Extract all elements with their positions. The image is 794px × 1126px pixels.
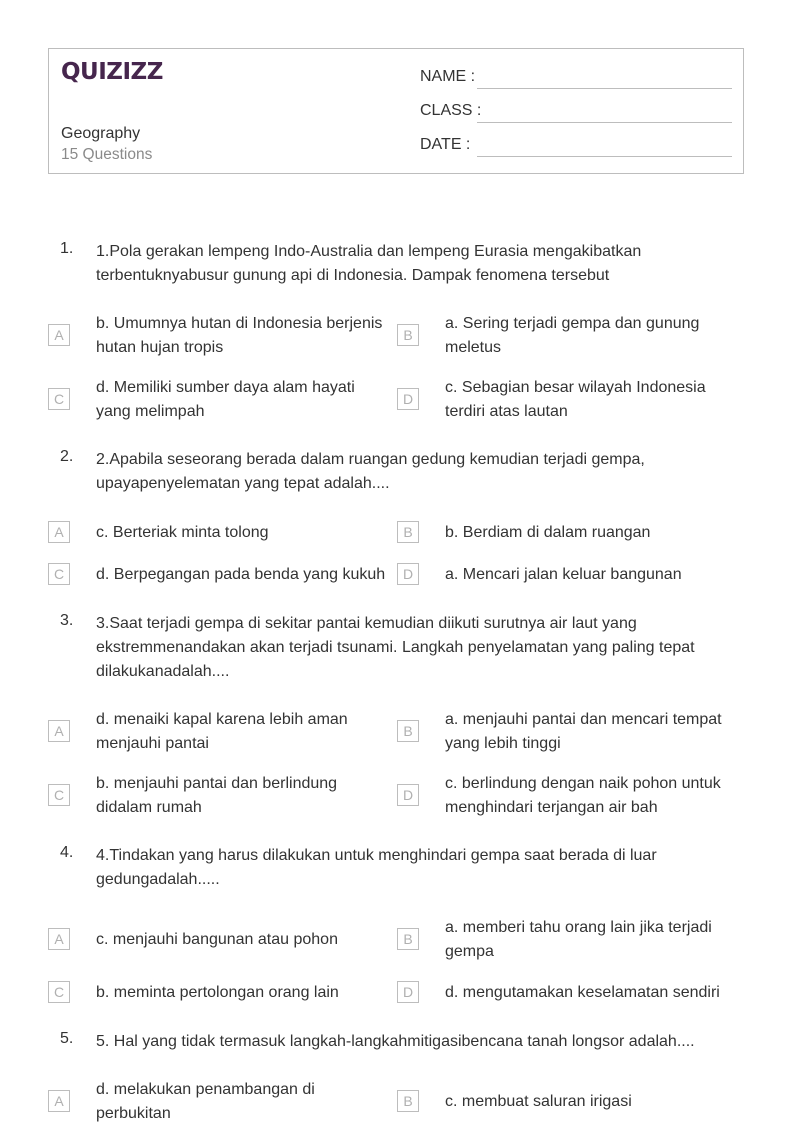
question-number: 1. bbox=[60, 240, 74, 257]
option-text[interactable]: c. menjauhi bangunan atau pohon bbox=[96, 931, 338, 948]
option-text[interactable]: b. Berdiam di dalam ruangan bbox=[445, 524, 651, 541]
option-text[interactable]: c. Sebagian besar wilayah Indonesia terdiri atas lautan bbox=[445, 379, 706, 420]
question-number: 3. bbox=[60, 612, 74, 629]
option-letter-d[interactable]: D bbox=[397, 563, 419, 585]
option-letter-b[interactable]: B bbox=[397, 720, 419, 742]
option-letter-b[interactable]: B bbox=[397, 324, 419, 346]
option-letter-b[interactable]: B bbox=[397, 521, 419, 543]
option-letter-a[interactable]: A bbox=[48, 720, 70, 742]
question-number: 5. bbox=[60, 1030, 74, 1047]
option-text[interactable]: d. melakukan penambangan di perbukitan bbox=[96, 1081, 315, 1122]
option-text[interactable]: d. Berpegangan pada benda yang kukuh bbox=[96, 566, 386, 583]
option-letter-a[interactable]: A bbox=[48, 928, 70, 950]
option-text[interactable]: a. Sering terjadi gempa dan gunung meletus bbox=[445, 315, 700, 356]
question-text: 4.Tindakan yang harus dilakukan untuk menghindari gempa saat berada di luar gedungadalah..... bbox=[96, 847, 657, 888]
option-text[interactable]: b. Umumnya hutan di Indonesia berjenis hutan hujan tropis bbox=[96, 315, 383, 356]
option-letter-b[interactable]: B bbox=[397, 928, 419, 950]
option-letter-a[interactable]: A bbox=[48, 521, 70, 543]
option-text[interactable]: d. menaiki kapal karena lebih aman menjauhi pantai bbox=[96, 711, 348, 752]
worksheet-header bbox=[48, 48, 744, 174]
option-letter-b[interactable]: B bbox=[397, 1090, 419, 1112]
name-field[interactable] bbox=[420, 68, 475, 86]
option-text[interactable]: d. Memiliki sumber daya alam hayati yang melimpah bbox=[96, 379, 355, 420]
option-letter-a[interactable]: A bbox=[48, 1090, 70, 1112]
option-letter-c[interactable]: C bbox=[48, 388, 70, 410]
option-text[interactable]: a. Mencari jalan keluar bangunan bbox=[445, 566, 682, 583]
option-text[interactable]: c. Berteriak minta tolong bbox=[96, 524, 269, 541]
question-text: 3.Saat terjadi gempa di sekitar pantai kemudian diikuti surutnya air laut yang ekstremmenandakan akan terjadi tsunami. Langkah penyelamatan yang paling tepat dilakukanadalah.... bbox=[96, 615, 695, 680]
question-count: 15 Questions bbox=[61, 146, 153, 163]
class-field[interactable] bbox=[420, 102, 481, 120]
option-letter-d[interactable]: D bbox=[397, 981, 419, 1003]
date-label: DATE : bbox=[420, 136, 471, 153]
quizizz-logo: QUIZIZZ bbox=[61, 59, 163, 85]
option-letter-d[interactable]: D bbox=[397, 784, 419, 806]
date-field[interactable] bbox=[420, 136, 470, 154]
option-text[interactable]: d. mengutamakan keselamatan sendiri bbox=[445, 984, 720, 1001]
class-line bbox=[477, 122, 732, 123]
option-text[interactable]: a. memberi tahu orang lain jika terjadi gempa bbox=[445, 919, 712, 960]
option-letter-c[interactable]: C bbox=[48, 981, 70, 1003]
name-label: NAME : bbox=[420, 68, 476, 85]
option-letter-d[interactable]: D bbox=[397, 388, 419, 410]
option-text[interactable]: b. menjauhi pantai dan berlindung didalam rumah bbox=[96, 775, 338, 816]
option-letter-c[interactable]: C bbox=[48, 784, 70, 806]
question-text: 2.Apabila seseorang berada dalam ruangan gedung kemudian terjadi gempa, upayapenyelematan yang tepat adalah.... bbox=[96, 451, 645, 492]
option-text[interactable]: c. berlindung dengan naik pohon untuk menghindari terjangan air bah bbox=[445, 775, 721, 816]
question-text: 1.Pola gerakan lempeng Indo-Australia dan lempeng Eurasia mengakibatkan terbentuknyabusur gunung api di Indonesia. Dampak fenomena tersebut bbox=[96, 243, 642, 284]
option-text[interactable]: b. meminta pertolongan orang lain bbox=[96, 984, 339, 1001]
name-line bbox=[477, 88, 732, 89]
option-text[interactable]: a. menjauhi pantai dan mencari tempat yang lebih tinggi bbox=[445, 711, 722, 752]
question-number: 2. bbox=[60, 448, 74, 465]
option-text[interactable]: c. membuat saluran irigasi bbox=[445, 1093, 632, 1110]
question-number: 4. bbox=[60, 844, 74, 861]
option-letter-a[interactable]: A bbox=[48, 324, 70, 346]
subject-title: Geography bbox=[61, 125, 141, 142]
date-line bbox=[477, 156, 732, 157]
question-text: 5. Hal yang tidak termasuk langkah-langkahmitigasibencana tanah longsor adalah.... bbox=[96, 1033, 695, 1050]
class-label: CLASS : bbox=[420, 102, 482, 119]
option-letter-c[interactable]: C bbox=[48, 563, 70, 585]
